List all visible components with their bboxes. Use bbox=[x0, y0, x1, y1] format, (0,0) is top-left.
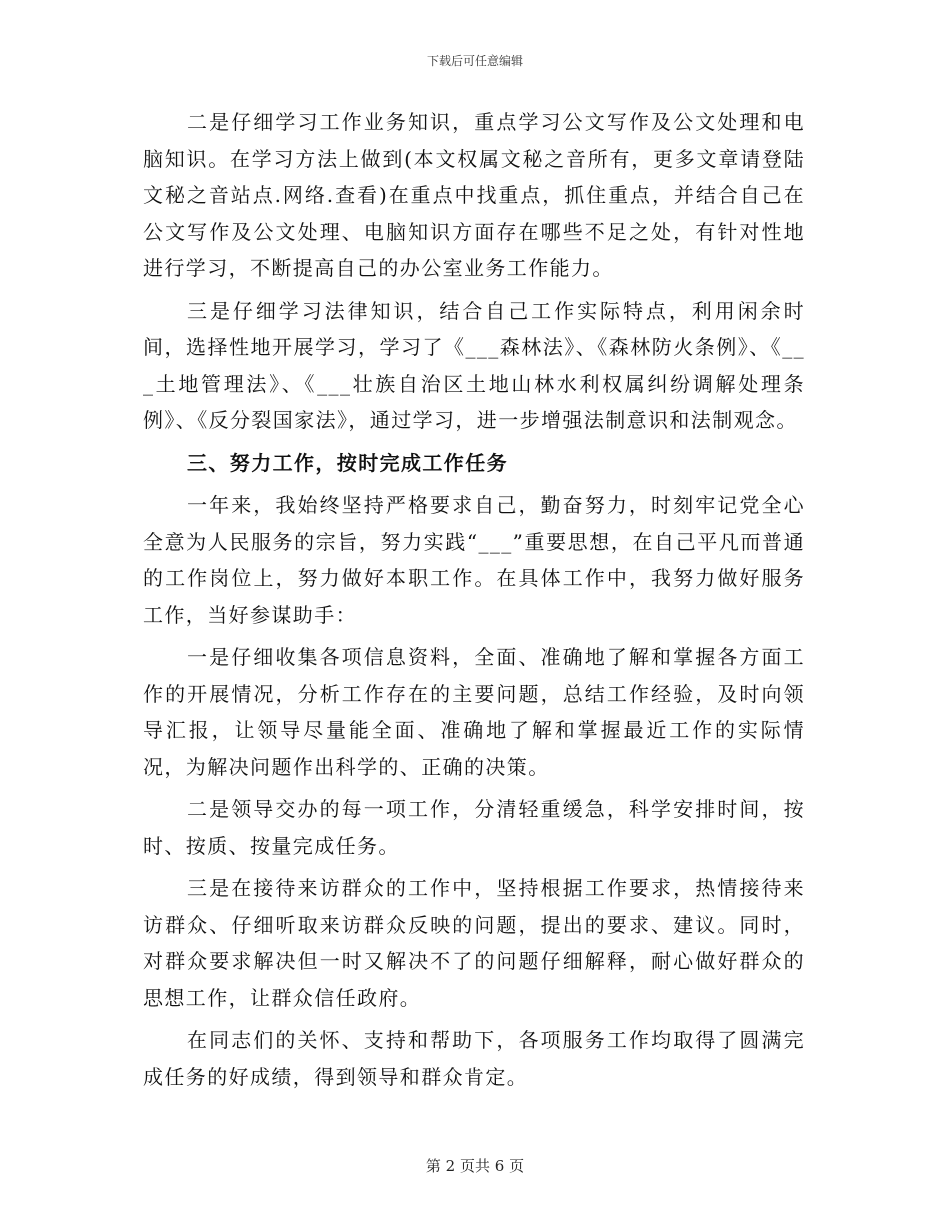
paragraph-assigned-tasks: 二是领导交办的每一项工作，分清轻重缓急，科学安排时间，按时、按质、按量完成任务。 bbox=[143, 797, 805, 858]
paragraph-intro-work: 一年来，我始终坚持严格要求自己，勤奋努力，时刻牢记党全心全意为人民服务的宗旨，努力实践“___”重要思想，在自己平凡而普通的工作岗位上，努力做好本职工作。在具体工作中，我努力做好服务工作，当好参谋助手： bbox=[143, 493, 805, 627]
page-footer: 第 2 页共 6 页 bbox=[425, 1157, 525, 1175]
paragraph-study-business: 二是仔细学习工作业务知识，重点学习公文写作及公文处理和电脑知识。在学习方法上做到(本文权属文秘之音所有，更多文章请登陆文秘之音站点.网络.查看)在重点中找重点，抓住重点，并结合自己在公文写作及公文处理、电脑知识方面存在哪些不足之处，有针对性地进行学习，不断提高自己的办公室业务工作能力。 bbox=[143, 110, 805, 280]
paragraph-collect-info: 一是仔细收集各项信息资料，全面、准确地了解和掌握各方面工作的开展情况，分析工作存在的主要问题，总结工作经验，及时向领导汇报，让领导尽量能全面、准确地了解和掌握最近工作的实际情况，为解决问题作出科学的、正确的决策。 bbox=[143, 645, 805, 779]
paragraph-study-law: 三是仔细学习法律知识，结合自己工作实际特点，利用闲余时间，选择性地开展学习，学习了《___森林法》、《森林防火条例》、《___土地管理法》、《___壮族自治区土地山林水利权属纠纷调解处理条例》、《反分裂国家法》，通过学习，进一步增强法制意识和法制观念。 bbox=[143, 298, 805, 432]
paragraph-conclusion: 在同志们的关怀、支持和帮助下，各项服务工作均取得了圆满完成任务的好成绩，得到领导和群众肯定。 bbox=[143, 1028, 805, 1089]
section-heading: 三、努力工作，按时完成工作任务 bbox=[187, 450, 508, 475]
document-body bbox=[143, 104, 805, 1101]
paragraph-reception: 三是在接待来访群众的工作中，坚持根据工作要求，热情接待来访群众、仔细听取来访群众反映的问题，提出的要求、建议。同时，对群众要求解决但一时又解决不了的问题仔细解释，耐心做好群众的思想工作，让群众信任政府。 bbox=[143, 876, 805, 1010]
page-header: 下载后可任意编辑 bbox=[426, 54, 523, 68]
